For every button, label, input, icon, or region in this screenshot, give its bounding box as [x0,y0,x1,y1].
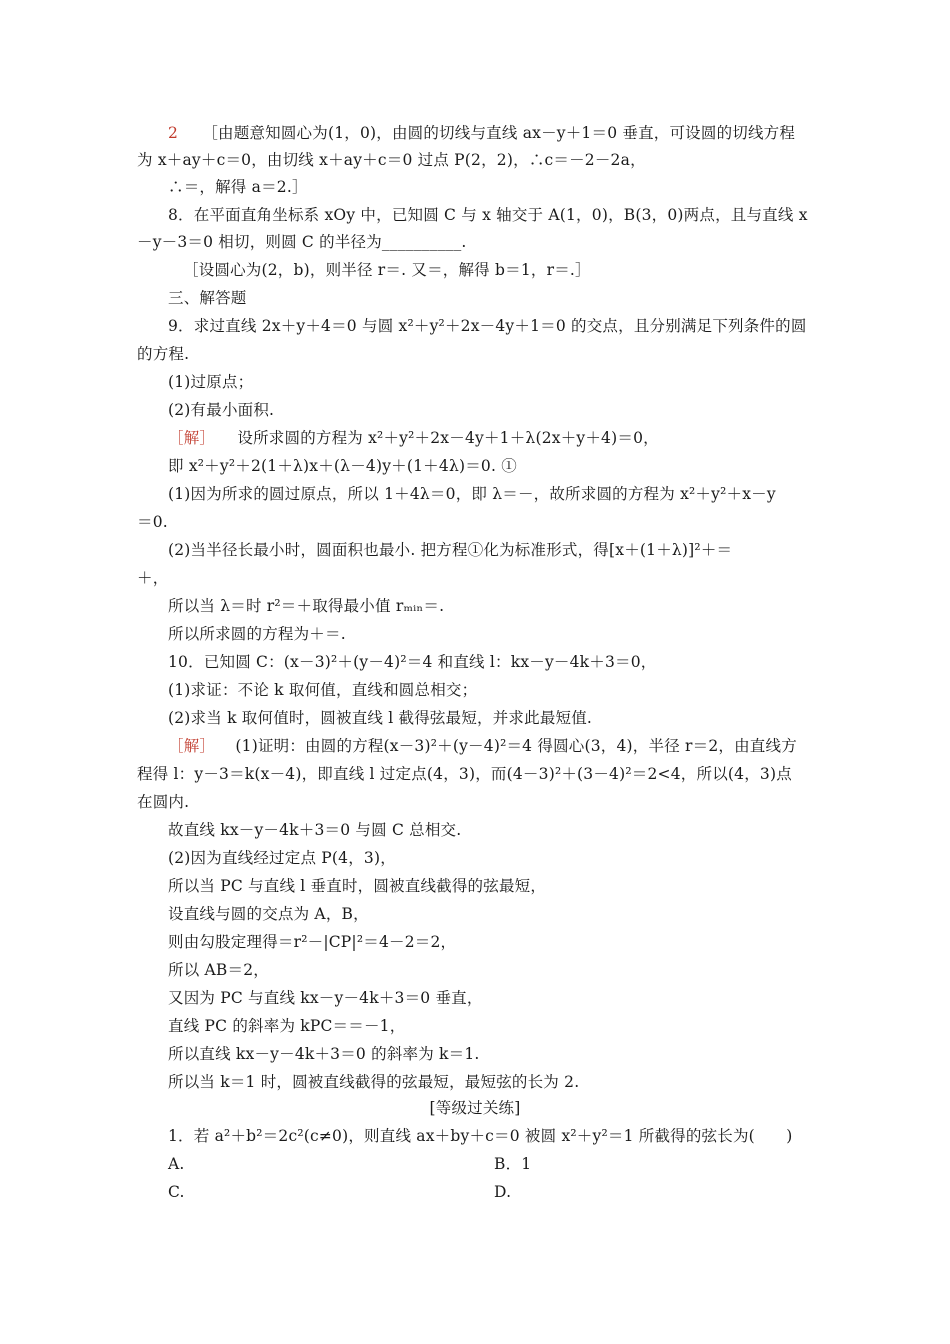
solution-text: 设所求圆的方程为 x²＋y²＋2x－4y＋1＋λ(2x＋y＋4)＝0， [237,429,659,447]
problem-10-solution-line-8: 则由勾股定理得＝r²－|CP|²＝4－2＝2， [168,933,457,951]
answer-text: ［由题意知圆心为(1，0)，由圆的切线与直线 ax－y＋1＝0 垂直，可设圆的切线方程 [202,124,796,142]
problem-8-answer: ［设圆心为(2，b)，则半径 r＝. 又＝，解得 b＝1，r＝.］ [183,261,591,279]
problem-9-solution-line-8: 所以所求圆的方程为＋＝. [168,625,346,643]
problem-10-line-1: 10．已知圆 C：(x－3)²＋(y－4)²＝4 和直线 l：kx－y－4k＋3＝0， [168,653,657,671]
problem-10-solution-line-12: 所以直线 kx－y－4k＋3＝0 的斜率为 k＝1. [168,1045,480,1063]
answer-7-line-2: 为 x＋ay＋c＝0，由切线 x＋ay＋c＝0 过点 P(2，2)，∴c＝－2－2a， [137,151,646,169]
problem-10-solution-line-13: 所以当 k＝1 时，圆被直线截得的弦最短，最短弦的长为 2. [168,1073,580,1091]
problem-9-part-2: (2)有最小面积. [168,401,275,419]
problem-9-solution-line-7: 所以当 λ＝时 r²＝＋取得最小值 rₘᵢₙ＝. [168,597,445,615]
problem-10-solution-line-1 [168,736,797,756]
section-heading-advanced-practice: [等级过关练] [429,1099,521,1117]
answer-value: 2 [168,124,179,142]
option-a: A. [168,1155,185,1173]
problem-10-solution-line-5: (2)因为直线经过定点 P(4，3)， [168,849,396,867]
problem-9-line-1: 9．求过直线 2x＋y＋4＝0 与圆 x²＋y²＋2x－4y＋1＝0 的交点，且分别满足下列条件的圆 [168,317,807,335]
answer-7-line-3: ∴＝，解得 a＝2.］ [168,178,308,196]
solution-text: (1)证明：由圆的方程(x－3)²＋(y－4)²＝4 得圆心(3，4)，半径 r＝2，由直线方 [235,737,797,755]
option-b: B．1 [494,1155,532,1173]
problem-10-solution-line-3: 在圆内. [137,793,190,811]
problem-9-solution-line-3: (1)因为所求的圆过原点，所以 1＋4λ＝0，即 λ＝－，故所求圆的方程为 x²＋y²＋x－y [168,485,776,503]
solution-tag: ［解］ [168,737,216,755]
problem-10-solution-line-11: 直线 PC 的斜率为 kPC＝＝－1， [168,1017,406,1035]
problem-10-solution-line-7: 设直线与圆的交点为 A，B， [168,905,369,923]
problem-9-solution-line-4: ＝0. [137,513,168,531]
problem-8-line-1: 8．在平面直角坐标系 xOy 中，已知圆 C 与 x 轴交于 A(1，0)，B(3，0)两点，且与直线 x [168,206,808,224]
answer-7-line-1 [168,123,795,143]
problem-10-solution-line-4: 故直线 kx－y－4k＋3＝0 与圆 C 总相交. [168,821,462,839]
problem-9-line-2: 的方程. [137,345,190,363]
problem-9-part-1: (1)过原点； [168,373,254,391]
problem-10-solution-line-9: 所以 AB＝2， [168,961,269,979]
problem-9-solution-line-5: (2)当半径长最小时，圆面积也最小. 把方程①化为标准形式，得[x＋(1＋λ)]²＋＝ [168,541,733,559]
option-d: D. [494,1183,512,1201]
problem-10-solution-line-10: 又因为 PC 与直线 kx－y－4k＋3＝0 垂直， [168,989,483,1007]
problem-8-line-2: －y－3＝0 相切，则圆 C 的半径为__________. [137,233,467,251]
problem-10-part-1: (1)求证：不论 k 取何值，直线和圆总相交； [168,681,478,699]
problem-9-solution-line-1 [168,428,659,448]
problem-10-solution-line-2: 程得 l：y－3＝k(x－4)，即直线 l 过定点(4，3)，而(4－3)²＋(3－4)²＝2<4，所以(4，3)点 [137,765,792,783]
solution-tag: ［解］ [168,429,216,447]
option-c: C. [168,1183,185,1201]
problem-10-part-2: (2)求当 k 取何值时，圆被直线 l 截得弦最短，并求此最短值. [168,709,593,727]
problem-9-solution-line-2: 即 x²＋y²＋2(1＋λ)x＋(λ－4)y＋(1＋4λ)＝0. ① [168,457,517,475]
section-heading-solutions: 三、解答题 [168,289,247,307]
problem-10-solution-line-6: 所以当 PC 与直线 l 垂直时，圆被直线截得的弦最短， [168,877,547,895]
problem-9-solution-line-6: ＋， [137,569,169,587]
advanced-problem-1: 1．若 a²＋b²＝2c²(c≠0)，则直线 ax＋by＋c＝0 被圆 x²＋y²＝1 所截得的弦长为( ) [168,1127,793,1145]
